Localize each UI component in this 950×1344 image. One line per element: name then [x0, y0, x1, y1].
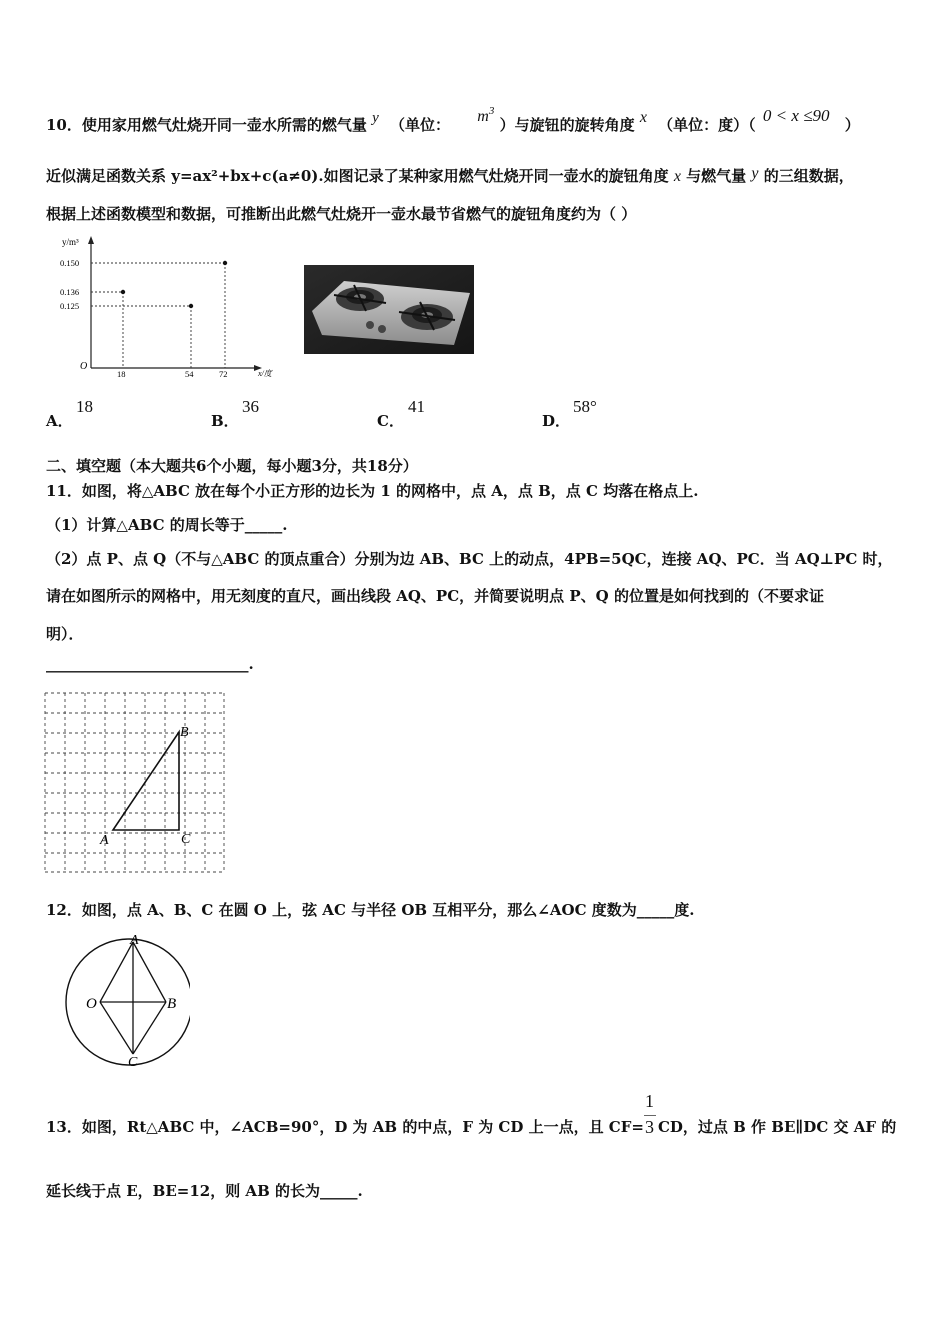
segment-bc — [133, 1002, 166, 1054]
label-c: C — [181, 832, 191, 847]
y-tick-0150: 0.150 — [60, 258, 80, 268]
q13-fraction-numerator: 1 — [645, 1091, 654, 1111]
q11-line3: （2）点 P、点 Q（不与△ABC 的顶点重合）分别为边 AB、BC 上的动点，4PB=5QC，连接 AQ、PC．当 AQ⊥PC 时， — [46, 550, 893, 568]
q10-graph — [56, 234, 296, 379]
segment-oc — [100, 1002, 133, 1054]
option-c-letter: C． — [377, 412, 404, 430]
label-b: B — [180, 725, 189, 740]
label-a: A — [130, 933, 139, 948]
q10-range: 0 < x ≤90 — [762, 106, 830, 125]
point-72 — [223, 261, 227, 265]
q10-line2-var-x: x — [673, 168, 681, 185]
graph-x-label: x/度 — [258, 369, 272, 378]
option-d-value: 58° — [573, 397, 597, 416]
q12-circle-figure — [40, 932, 190, 1072]
triangle-abc — [113, 732, 179, 830]
q10-line2-b: 与燃气量 — [686, 167, 747, 185]
segment-oa — [100, 942, 133, 1002]
x-tick-18: 18 — [117, 369, 126, 379]
q13-line2: 延长线于点 E，BE=12，则 AB 的长为_____. — [46, 1182, 363, 1200]
q10-line3: 根据上述函数模型和数据，可推断出此燃气灶烧开一壶水最节省燃气的旋钮角度约为（ ） — [46, 205, 637, 223]
q10-line2-a: 近似满足函数关系 y=ax²+bx+c(a≠0).如图记录了某种家用燃气灶烧开同一壶水的旋钮角度 — [46, 167, 669, 185]
x-tick-72: 72 — [219, 369, 228, 379]
q12-line1: 12．如图，点 A、B、C 在圆 O 上，弦 AC 与半径 OB 互相平分，那么∠AOC 度数为_____度. — [46, 901, 695, 919]
option-c-value: 41 — [408, 397, 425, 416]
q10-text-2: ）与旋钮的旋转角度 — [499, 116, 635, 134]
option-a-value: 18 — [76, 397, 93, 416]
graph-origin: O — [80, 361, 88, 372]
dashed-grid — [45, 693, 224, 872]
q10-text-4: ） — [844, 116, 860, 134]
section-heading: 二、填空题（本大题共6个小题，每小题3分，共18分） — [46, 457, 418, 475]
point-54 — [189, 304, 193, 308]
label-b: B — [167, 996, 177, 1012]
option-b-letter: B． — [211, 412, 239, 430]
q10-unit-pre: （单位： — [390, 116, 451, 134]
q10-text-1: 10．使用家用燃气灶烧开同一壶水所需的燃气量 — [46, 116, 367, 134]
knob-right — [378, 325, 386, 333]
knob-left — [366, 321, 374, 329]
q13-line1-a: 13．如图，Rt△ABC 中，∠ACB=90°，D 为 AB 的中点，F 为 CD 上一点，且 CF= — [46, 1118, 644, 1136]
q10-line2-var-y: y — [751, 165, 759, 182]
q13-fraction-denominator: 3 — [645, 1117, 654, 1137]
q11-line1: 11．如图，将△ABC 放在每个小正方形的边长为 1 的网格中，点 A，点 B，点 C 均落在格点上. — [46, 482, 699, 500]
q13-line1 — [46, 1116, 896, 1137]
option-b-value: 36 — [242, 397, 259, 416]
q11-line4: 请在如图所示的网格中，用无刻度的直尺，画出线段 AQ、PC，并简要说明点 P、Q 的位置是如何找到的（不要求证 — [46, 587, 824, 605]
y-tick-0136: 0.136 — [60, 287, 80, 297]
q11-grid-figure — [44, 692, 226, 874]
option-d-letter: D． — [542, 412, 571, 430]
gas-stove-photo — [304, 265, 474, 354]
q10-line1 — [46, 105, 860, 135]
q11-line2: （1）计算△ABC 的周长等于_____. — [46, 516, 288, 534]
y-axis-arrow — [88, 236, 94, 244]
q11-line5: 明）． — [46, 625, 84, 643]
q13-line1-b: CD，过点 B 作 BE∥DC 交 AF 的 — [657, 1118, 897, 1136]
segment-ab — [133, 942, 166, 1002]
q10-unit-exp: 3 — [488, 105, 495, 117]
graph-y-label: y/m³ — [62, 237, 79, 247]
y-tick-0125: 0.125 — [60, 301, 80, 311]
x-tick-54: 54 — [185, 369, 194, 379]
label-o: O — [86, 996, 97, 1012]
q10-var-y: y — [372, 110, 379, 126]
q10-line2 — [46, 165, 854, 186]
label-c: C — [128, 1055, 138, 1070]
q11-answer-blank: ___________________________. — [46, 655, 254, 673]
q10-text-3: （单位：度）（ — [658, 116, 756, 134]
q10-unit-m: m — [477, 108, 489, 125]
option-a-letter: A． — [46, 412, 73, 430]
q13-fraction-bar — [644, 1115, 656, 1116]
q10-line2-c: 的三组数据， — [763, 167, 854, 185]
point-18 — [121, 290, 125, 294]
q10-var-x: x — [639, 109, 647, 126]
label-a: A — [100, 833, 109, 848]
